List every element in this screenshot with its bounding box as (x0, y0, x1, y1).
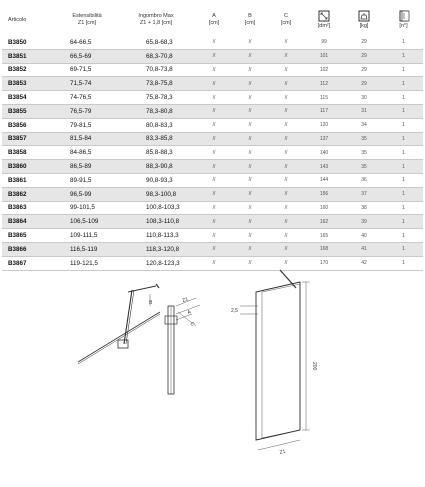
cell-estensibilita: 84-86,5 (58, 146, 116, 160)
cell-weight: 40 (344, 229, 384, 243)
cell-ingombro: 73,8-75,8 (116, 77, 196, 91)
spec-table-wrapper (2, 4, 423, 271)
cell-ingombro: 83,3-85,8 (116, 132, 196, 146)
header-a (196, 4, 232, 36)
weight-icon (358, 10, 370, 22)
cell-b: // (232, 242, 268, 256)
cell-count: 1 (384, 256, 423, 270)
cell-weight: 29 (344, 36, 384, 49)
cell-c: // (268, 242, 304, 256)
label-c: C (188, 320, 196, 328)
cell-a: // (196, 215, 232, 229)
cell-articolo: B3867 (2, 256, 58, 270)
cell-estensibilita: 89-91,5 (58, 173, 116, 187)
header-ingombro-unit: Z1 + 1,8 [cm] (139, 20, 173, 26)
cell-count: 1 (384, 187, 423, 201)
cell-estensibilita: 74-76,5 (58, 91, 116, 105)
table-row (2, 104, 423, 118)
cell-articolo: B3863 (2, 201, 58, 215)
cell-c: // (268, 91, 304, 105)
cell-articolo: B3861 (2, 173, 58, 187)
table-row (2, 201, 423, 215)
cell-area: 143 (304, 160, 344, 174)
header-articolo: Articolo (8, 16, 27, 23)
cell-area: 160 (304, 201, 344, 215)
label-height: 200 (311, 362, 317, 371)
cell-c: // (268, 36, 304, 49)
width-dimension-line (258, 440, 300, 450)
cell-weight: 41 (344, 242, 384, 256)
cell-estensibilita: 79-81,5 (58, 118, 116, 132)
cell-ingombro: 80,8-83,3 (116, 118, 196, 132)
cell-count: 1 (384, 36, 423, 49)
cell-ingombro: 100,8-103,3 (116, 201, 196, 215)
cell-a: // (196, 229, 232, 243)
cell-b: // (232, 173, 268, 187)
cell-articolo: B3856 (2, 118, 58, 132)
cell-area: 144 (304, 173, 344, 187)
spec-table-body (2, 36, 423, 270)
header-ingombro (116, 4, 196, 36)
cell-articolo: B3857 (2, 132, 58, 146)
cell-b: // (232, 36, 268, 49)
cell-weight: 29 (344, 49, 384, 63)
header-a-unit: [cm] (208, 20, 220, 26)
cell-c: // (268, 104, 304, 118)
cell-count: 1 (384, 132, 423, 146)
cell-a: // (196, 63, 232, 77)
cell-weight: 29 (344, 77, 384, 91)
cell-area: 137 (304, 132, 344, 146)
cell-articolo: B3853 (2, 77, 58, 91)
cell-weight: 39 (344, 215, 384, 229)
cell-c: // (268, 173, 304, 187)
cell-a: // (196, 242, 232, 256)
cell-count: 1 (384, 160, 423, 174)
header-c-label: C (284, 13, 288, 19)
cell-a: // (196, 104, 232, 118)
table-row (2, 146, 423, 160)
cell-count: 1 (384, 215, 423, 229)
cell-estensibilita: 116,5-119 (58, 242, 116, 256)
label-thickness: 2,5 (231, 308, 238, 314)
cell-area: 112 (304, 77, 344, 91)
support-arm-line (124, 290, 132, 344)
cell-articolo: B3858 (2, 146, 58, 160)
cell-a: // (196, 146, 232, 160)
cell-b: // (232, 49, 268, 63)
cell-weight: 35 (344, 146, 384, 160)
table-row (2, 132, 423, 146)
cell-a: // (196, 77, 232, 91)
cell-area: 99 (304, 36, 344, 49)
cell-estensibilita: 64-66,5 (58, 36, 116, 49)
glass-panel-outline (256, 282, 300, 440)
cell-c: // (268, 256, 304, 270)
cell-estensibilita: 69-71,5 (58, 63, 116, 77)
cell-estensibilita: 96,5-99 (58, 187, 116, 201)
label-z1-right: Z1 (279, 448, 287, 456)
cell-b: // (232, 201, 268, 215)
cell-b: // (232, 256, 268, 270)
cell-ingombro: 78,3-80,8 (116, 104, 196, 118)
cell-ingombro: 110,8-113,3 (116, 229, 196, 243)
cell-estensibilita: 66,5-69 (58, 49, 116, 63)
cell-articolo: B3851 (2, 49, 58, 63)
cell-count: 1 (384, 118, 423, 132)
cell-c: // (268, 229, 304, 243)
cell-b: // (232, 160, 268, 174)
cell-area: 102 (304, 63, 344, 77)
table-row (2, 187, 423, 201)
cell-b: // (232, 187, 268, 201)
cell-ingombro: 90,8-93,3 (116, 173, 196, 187)
cell-estensibilita: 76,5-79 (58, 104, 116, 118)
cell-count: 1 (384, 63, 423, 77)
glass-panel-area-icon (318, 10, 330, 22)
header-estensibilita-unit: Z1 [cm] (77, 20, 97, 26)
cell-a: // (196, 118, 232, 132)
cell-b: // (232, 77, 268, 91)
header-b-label: B (248, 13, 252, 19)
cell-c: // (268, 77, 304, 91)
cell-a: // (196, 160, 232, 174)
cell-a: // (196, 91, 232, 105)
cell-ingombro: 85,8-88,3 (116, 146, 196, 160)
cell-ingombro: 75,8-78,3 (116, 91, 196, 105)
header-estensibilita (58, 4, 116, 36)
cell-weight: 31 (344, 104, 384, 118)
cell-ingombro: 88,3-90,8 (116, 160, 196, 174)
cell-count: 1 (384, 104, 423, 118)
top-arm-line (280, 270, 296, 288)
cell-area: 162 (304, 215, 344, 229)
cell-estensibilita: 106,5-109 (58, 215, 116, 229)
cell-articolo: B3850 (2, 36, 58, 49)
cell-c: // (268, 146, 304, 160)
cell-weight: 35 (344, 160, 384, 174)
cell-c: // (268, 118, 304, 132)
table-row (2, 36, 423, 49)
cell-area: 165 (304, 229, 344, 243)
cell-weight: 35 (344, 132, 384, 146)
cell-weight: 38 (344, 201, 384, 215)
cell-c: // (268, 201, 304, 215)
cell-count: 1 (384, 229, 423, 243)
label-b: B (149, 300, 153, 306)
cell-count: 1 (384, 49, 423, 63)
cell-ingombro: 70,8-73,8 (116, 63, 196, 77)
cell-b: // (232, 229, 268, 243)
spec-table (2, 4, 423, 271)
cell-count: 1 (384, 173, 423, 187)
cell-count: 1 (384, 242, 423, 256)
cell-area: 168 (304, 242, 344, 256)
cell-a: // (196, 173, 232, 187)
cell-count: 1 (384, 146, 423, 160)
cell-estensibilita: 86,5-89 (58, 160, 116, 174)
header-area-unit: [dm²] (317, 23, 331, 29)
cell-area: 117 (304, 104, 344, 118)
table-row (2, 77, 423, 91)
cell-a: // (196, 49, 232, 63)
cell-estensibilita: 99-101,5 (58, 201, 116, 215)
cell-a: // (196, 201, 232, 215)
header-weight (344, 4, 384, 36)
cell-b: // (232, 63, 268, 77)
header-estensibilita-label: Estensibilità (72, 13, 102, 19)
table-row (2, 49, 423, 63)
cell-weight: 36 (344, 173, 384, 187)
cell-weight: 30 (344, 91, 384, 105)
cell-ingombro: 108,3-110,8 (116, 215, 196, 229)
cell-articolo: B3852 (2, 63, 58, 77)
glass-edge-line (78, 312, 160, 362)
panel-count-icon (398, 10, 410, 22)
cell-weight: 37 (344, 187, 384, 201)
cell-estensibilita: 119-121,5 (58, 256, 116, 270)
cell-c: // (268, 49, 304, 63)
cell-weight: 34 (344, 118, 384, 132)
cell-area: 115 (304, 91, 344, 105)
cell-c: // (268, 187, 304, 201)
header-count (384, 4, 423, 36)
cell-a: // (196, 36, 232, 49)
cell-estensibilita: 109-111,5 (58, 229, 116, 243)
cell-count: 1 (384, 201, 423, 215)
cell-weight: 29 (344, 63, 384, 77)
header-b-unit: [cm] (244, 20, 256, 26)
cell-ingombro: 120,8-123,3 (116, 256, 196, 270)
cell-c: // (268, 132, 304, 146)
cell-articolo: B3864 (2, 215, 58, 229)
header-c (268, 4, 304, 36)
cell-articolo: B3860 (2, 160, 58, 174)
cell-c: // (268, 215, 304, 229)
cell-area: 156 (304, 187, 344, 201)
cell-a: // (196, 256, 232, 270)
cell-b: // (232, 104, 268, 118)
cell-estensibilita: 81,5-84 (58, 132, 116, 146)
table-row (2, 63, 423, 77)
table-header-row (2, 4, 423, 36)
cell-articolo: B3865 (2, 229, 58, 243)
cell-ingombro: 118,3-120,8 (116, 242, 196, 256)
technical-drawings (0, 254, 425, 487)
table-row (2, 160, 423, 174)
cell-b: // (232, 146, 268, 160)
header-count-unit: [n°] (399, 23, 408, 29)
bracket-detail-drawing (0, 254, 230, 487)
table-row (2, 91, 423, 105)
cell-articolo: B3862 (2, 187, 58, 201)
table-row (2, 229, 423, 243)
cell-count: 1 (384, 77, 423, 91)
header-ingombro-label: Ingombro Max (138, 13, 174, 19)
cell-c: // (268, 63, 304, 77)
label-z1-left: Z1 (181, 296, 190, 304)
header-a-label: A (212, 13, 216, 19)
cell-articolo: B3866 (2, 242, 58, 256)
cell-c: // (268, 160, 304, 174)
cell-area: 101 (304, 49, 344, 63)
header-c-unit: [cm] (280, 20, 292, 26)
cell-ingombro: 98,3-100,8 (116, 187, 196, 201)
cell-b: // (232, 132, 268, 146)
cell-a: // (196, 187, 232, 201)
cell-area: 170 (304, 256, 344, 270)
cell-articolo: B3855 (2, 104, 58, 118)
cell-a: // (196, 132, 232, 146)
cell-ingombro: 68,3-70,8 (116, 49, 196, 63)
table-row (2, 215, 423, 229)
cell-area: 120 (304, 118, 344, 132)
header-b (232, 4, 268, 36)
cell-ingombro: 65,8-68,3 (116, 36, 196, 49)
cell-articolo: B3854 (2, 91, 58, 105)
cell-count: 1 (384, 91, 423, 105)
cell-estensibilita: 71,5-74 (58, 77, 116, 91)
cell-weight: 42 (344, 256, 384, 270)
table-row (2, 118, 423, 132)
header-area (304, 4, 344, 36)
cell-b: // (232, 118, 268, 132)
header-weight-unit: [kg] (359, 23, 369, 29)
label-a: A (186, 309, 192, 316)
cell-b: // (232, 91, 268, 105)
table-row (2, 173, 423, 187)
cell-area: 140 (304, 146, 344, 160)
cell-b: // (232, 215, 268, 229)
